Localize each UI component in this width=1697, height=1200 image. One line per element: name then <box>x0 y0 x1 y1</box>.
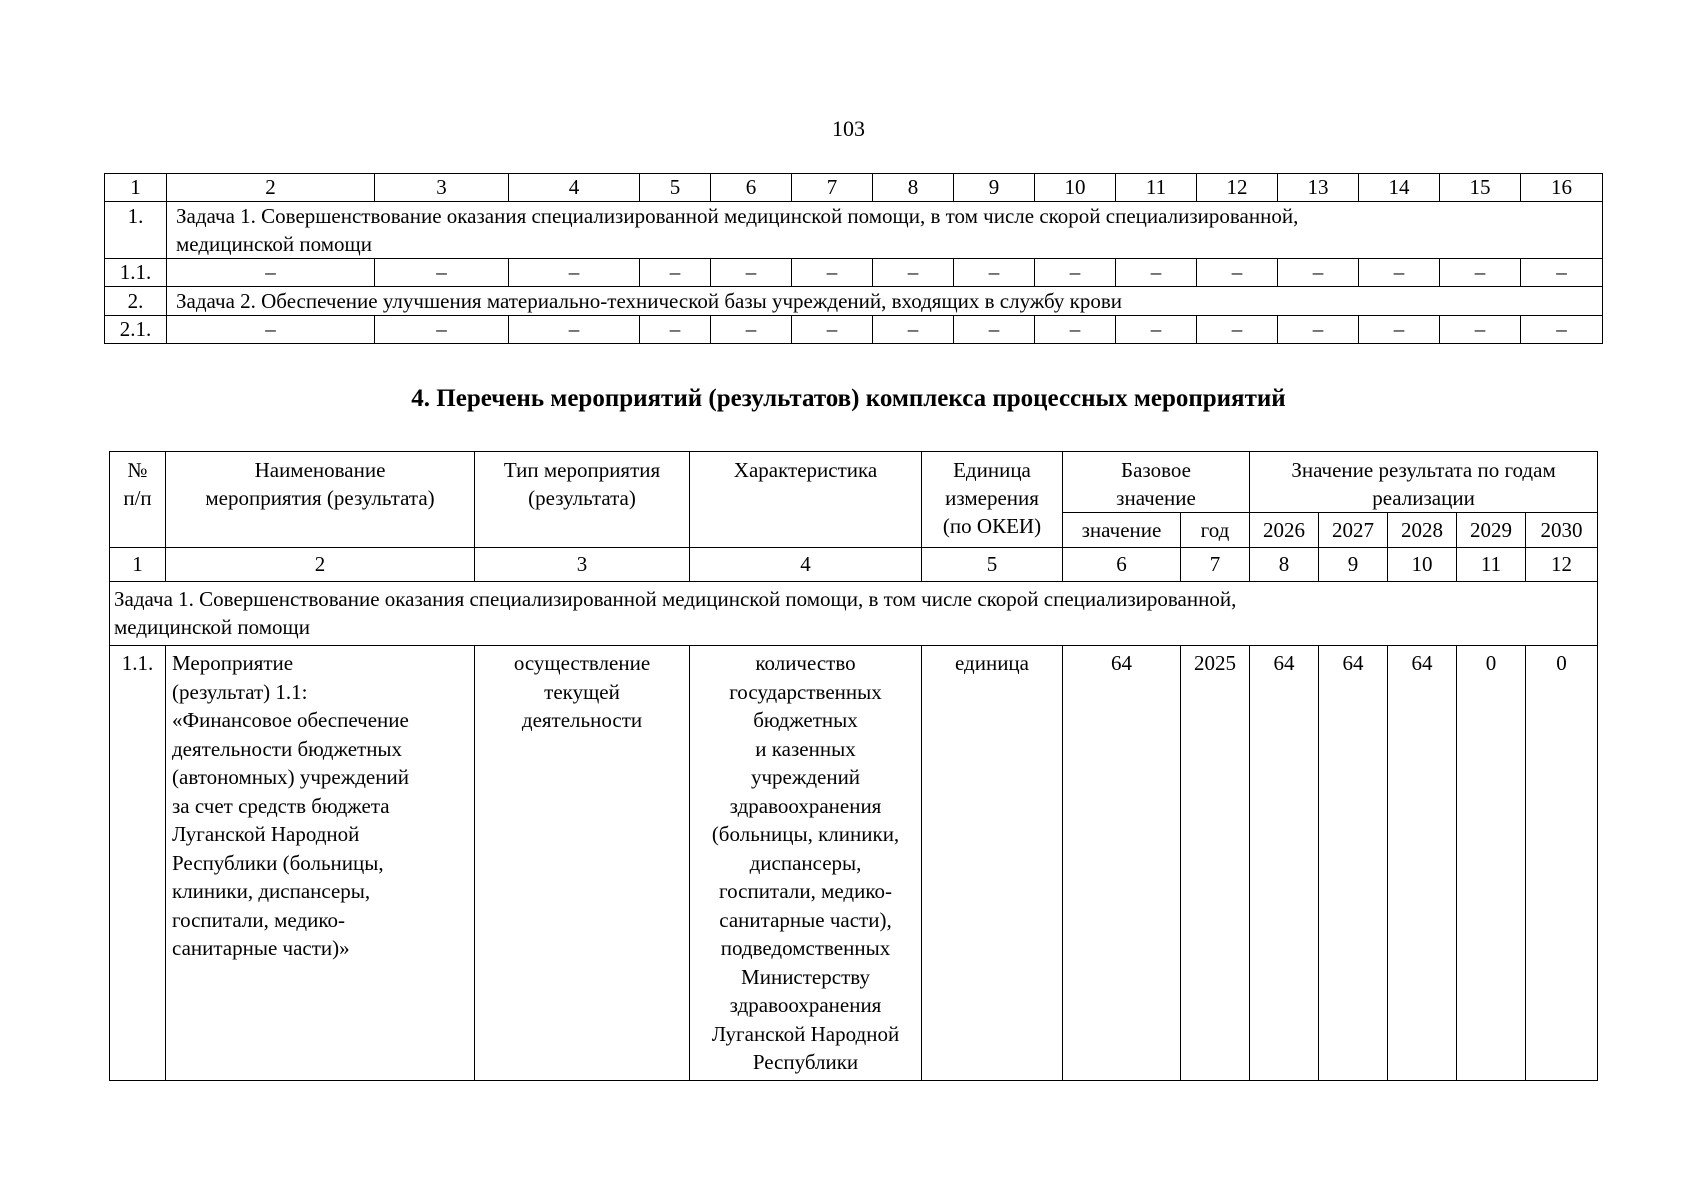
column-number: 11 <box>1457 548 1526 582</box>
table-cell: – <box>1521 316 1603 344</box>
column-number: 15 <box>1440 174 1521 202</box>
column-number: 6 <box>711 174 792 202</box>
column-number: 9 <box>1319 548 1388 582</box>
header-base-value: значение <box>1063 513 1181 548</box>
row-number: 2.1. <box>105 316 167 344</box>
column-number: 7 <box>1181 548 1250 582</box>
task-row <box>105 202 1603 259</box>
row-number: 1. <box>105 202 167 259</box>
page-number: 103 <box>832 116 865 141</box>
column-number: 4 <box>509 174 640 202</box>
column-number: 12 <box>1526 548 1598 582</box>
table-cell: – <box>167 316 375 344</box>
column-number: 11 <box>1116 174 1197 202</box>
table-cell: – <box>711 259 792 287</box>
row-number: 1.1. <box>105 259 167 287</box>
header-year: 2029 <box>1457 513 1526 548</box>
header-year: 2027 <box>1319 513 1388 548</box>
column-number: 3 <box>375 174 509 202</box>
table-cell: – <box>640 259 711 287</box>
column-number: 8 <box>1250 548 1319 582</box>
table-cell: – <box>1278 316 1359 344</box>
header-row <box>110 452 1598 513</box>
table-cell: – <box>375 259 509 287</box>
task-title: Задача 1. Совершенствование оказания специализированной медицинской помощи, в том числе скорой специализированной, медицинской помощи <box>110 582 1598 646</box>
year-value: 0 <box>1526 646 1598 1081</box>
row-number: 1.1. <box>110 646 166 1081</box>
activity-name: Мероприятие (результат) 1.1: «Финансовое обеспечение деятельности бюджетных (автономных) учреждений за счет средств бюджета Луганской Народной Республики (больницы, клиники, диспансеры, госпитали, медико- санитарные части)» <box>166 646 475 1081</box>
column-number-row <box>105 174 1603 202</box>
table-row <box>105 259 1603 287</box>
task-title: Задача 1. Совершенствование оказания специализированной медицинской помощи, в том числе скорой специализированной, медицинской помощи <box>167 202 1603 259</box>
table-cell: – <box>1035 259 1116 287</box>
table-cell: – <box>1116 259 1197 287</box>
header-unit: Единица измерения (по ОКЕИ) <box>922 452 1063 548</box>
table-cell: – <box>1359 316 1440 344</box>
table-cell: – <box>954 259 1035 287</box>
table-cell: – <box>1197 316 1278 344</box>
table-cell: – <box>375 316 509 344</box>
column-number: 1 <box>105 174 167 202</box>
table-row <box>105 316 1603 344</box>
table-cell: – <box>1278 259 1359 287</box>
column-number: 2 <box>166 548 475 582</box>
header-characteristic: Характеристика <box>690 452 922 548</box>
table-cell: – <box>873 316 954 344</box>
table-cell: – <box>1440 259 1521 287</box>
table-cell: – <box>1521 259 1603 287</box>
table-cell: – <box>1116 316 1197 344</box>
column-number: 13 <box>1278 174 1359 202</box>
column-number: 14 <box>1359 174 1440 202</box>
header-year: 2028 <box>1388 513 1457 548</box>
column-number: 8 <box>873 174 954 202</box>
column-number: 4 <box>690 548 922 582</box>
table-cell: – <box>792 316 873 344</box>
header-name: Наименование мероприятия (результата) <box>166 452 475 548</box>
table-cell: – <box>509 316 640 344</box>
column-number: 2 <box>167 174 375 202</box>
column-number: 9 <box>954 174 1035 202</box>
activities-table <box>109 451 1598 1081</box>
task-title: Задача 2. Обеспечение улучшения материально-технической базы учреждений, входящих в службу крови <box>167 287 1603 316</box>
column-number: 10 <box>1388 548 1457 582</box>
row-number: 2. <box>105 287 167 316</box>
column-number: 3 <box>475 548 690 582</box>
activity-type: осуществление текущей деятельности <box>475 646 690 1081</box>
column-number: 10 <box>1035 174 1116 202</box>
year-value: 0 <box>1457 646 1526 1081</box>
activity-characteristic: количество государственных бюджетных и казенных учреждений здравоохранения (больницы, клиники, диспансеры, госпитали, медико- санитарные части), подведомственных Министерству здравоохранения Луганской Народной Республики <box>690 646 922 1081</box>
header-year: 2026 <box>1250 513 1319 548</box>
year-value: 64 <box>1388 646 1457 1081</box>
table-cell: – <box>509 259 640 287</box>
column-number: 5 <box>922 548 1063 582</box>
indicators-table-continuation <box>104 173 1603 344</box>
task-row <box>110 582 1598 646</box>
column-number: 7 <box>792 174 873 202</box>
table-row <box>110 646 1598 1081</box>
header-base-year: год <box>1181 513 1250 548</box>
task-row <box>105 287 1603 316</box>
table-cell: – <box>640 316 711 344</box>
header-base: Базовое значение <box>1063 452 1250 513</box>
header-year: 2030 <box>1526 513 1598 548</box>
base-value: 64 <box>1063 646 1181 1081</box>
column-number: 6 <box>1063 548 1181 582</box>
table-cell: – <box>954 316 1035 344</box>
base-year: 2025 <box>1181 646 1250 1081</box>
column-number: 16 <box>1521 174 1603 202</box>
table-cell: – <box>1440 316 1521 344</box>
table-cell: – <box>167 259 375 287</box>
year-value: 64 <box>1250 646 1319 1081</box>
table-cell: – <box>711 316 792 344</box>
unit-of-measure: единица <box>922 646 1063 1081</box>
table-cell: – <box>1359 259 1440 287</box>
table-cell: – <box>1035 316 1116 344</box>
header-type: Тип мероприятия (результата) <box>475 452 690 548</box>
column-number: 5 <box>640 174 711 202</box>
column-number: 1 <box>110 548 166 582</box>
column-number: 12 <box>1197 174 1278 202</box>
column-number-row <box>110 548 1598 582</box>
year-value: 64 <box>1319 646 1388 1081</box>
header-results: Значение результата по годам реализации <box>1250 452 1598 513</box>
section-title: 4. Перечень мероприятий (результатов) комплекса процессных мероприятий <box>411 385 1286 412</box>
header-num: № п/п <box>110 452 166 548</box>
table-cell: – <box>1197 259 1278 287</box>
table-cell: – <box>792 259 873 287</box>
table-cell: – <box>873 259 954 287</box>
